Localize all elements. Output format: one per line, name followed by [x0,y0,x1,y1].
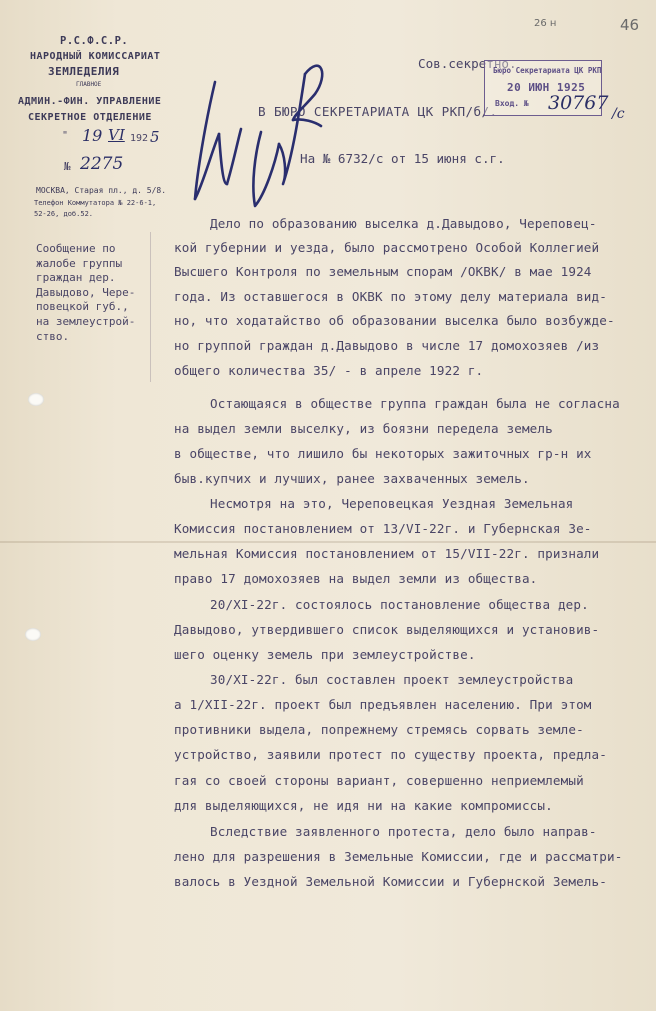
stamp-office: Бюро Секретариата ЦК РКП [493,66,602,75]
summary-line: Давыдово, Чере- [36,285,136,299]
body-line: устройство, заявили протест по существу проекта, предла- [174,747,607,762]
paper-fold [0,541,656,543]
body-line: Остающаяся в обществе группа граждан была не согласна [210,396,620,411]
summary-line: жалобе группы [36,256,123,270]
punch-hole [28,393,44,406]
reference-number: На № 6732/с от 15 июня с.г. [300,151,505,166]
letterhead-main: ГЛАВНОЕ [76,81,102,88]
body-line: шего оценку земель при землеустройстве. [174,647,476,662]
page-number: 46 [620,16,640,34]
letterhead-section: СЕКРЕТНОЕ ОТДЕЛЕНИЕ [28,112,152,123]
letterhead-phone-ext: 52-26, доб.52. [34,210,94,218]
body-line: но группой граждан д.Давыдово в числе 17 домохозяев /из [174,338,600,353]
body-line: а 1/XII-22г. проект был предъявлен населению. При этом [174,697,592,712]
letterhead-country: Р.С.Ф.С.Р. [60,35,129,47]
date-day: 19 [82,126,103,145]
body-line: Высшего Контроля по земельным спорам /ОКВК/ в мае 1924 [174,264,592,279]
outgoing-number-label: № [64,160,71,173]
date-year-hand: 5 [150,128,160,146]
letterhead-department: АДМИН.-ФИН. УПРАВЛЕНИЕ [18,96,162,107]
outgoing-number: 2275 [80,154,124,174]
body-line: Давыдово, утвердившего список выделяющихся и установив- [174,622,600,637]
margin-line [150,232,151,382]
body-line: но, что ходатайство об образовании выселка было возбужде- [174,313,615,328]
body-line: на выдел земли выселку, из боязни передела земель [174,421,553,436]
body-line: валось в Уездной Земельной Комиссии и Губернской Земель- [174,874,607,889]
body-line: гая со своей стороны вариант, совершенно неприемлемый [174,773,584,788]
summary-line: повецкой губ., [36,300,129,314]
body-line: лено для разрешения в Земельные Комиссии, где и рассматри- [174,849,623,864]
body-line: общего количества 35/ - в апреле 1922 г. [174,363,484,378]
stamp-in-number: 30767 [548,92,609,114]
letterhead-agriculture: ЗЕМЛЕДЕЛИЯ [48,65,120,78]
summary-line: Сообщение по [36,242,116,255]
date-quote: " [62,130,69,141]
date-month: VI [108,126,125,144]
body-line: в обществе, что лишило бы некоторых зажиточных гр-н их [174,446,592,461]
addressee: В БЮРО СЕКРЕТАРИАТА ЦК РКП/б/. [258,104,498,119]
summary-line: ство. [36,329,70,343]
body-line: противники выдела, попрежнему стремясь сорвать земле- [174,722,584,737]
body-line: кой губернии и уезда, было рассмотрено Особой Коллегией [174,240,600,255]
stamp-in-label: Вход. № [495,99,529,108]
letterhead-phone: Телефон Коммутатора № 22-6-1, [34,199,157,207]
classification: Сов.секретно. [418,56,517,71]
body-line: Комиссия постановлением от 13/VI-22г. и Губернская Зе- [174,521,592,536]
body-line: 30/XI-22г. был составлен проект землеустройства [210,672,574,687]
pencil-mark: 26 н [534,18,557,29]
punch-hole [25,628,41,641]
subject-summary [36,242,135,344]
date-year-printed: 192 [130,133,149,144]
body-line: Вследствие заявленного протеста, дело было направ- [210,824,597,839]
body-line: Несмотря на это, Череповецкая Уездная Земельная [210,496,574,511]
body-line: право 17 домохозяев на выдел земли из общества. [174,571,538,586]
stamp-in-suffix: /с [612,106,625,122]
body-line: Дело по образованию выселка д.Давыдово, Череповец- [210,216,597,231]
letterhead-commissariat: НАРОДНЫЙ КОМИССАРИАТ [30,51,161,62]
body-line: для выделяющихся, не идя ни на какие компромиссы. [174,798,553,813]
body-line: мельная Комиссия постановлением от 15/VII-22г. признали [174,546,600,561]
stamp-date: 20 ИЮН 1925 [507,81,586,94]
handwritten-resolution-signature [175,34,335,224]
summary-line: на землеустрой- [36,314,136,328]
body-line: быв.купчих и лучших, ранее захваченных земель. [174,471,530,486]
summary-line: граждан дер. [36,271,116,285]
body-line: 20/XI-22г. состоялось постановление общества дер. [210,597,589,612]
body-line: года. Из оставшегося в ОКВК по этому делу материала вид- [174,289,607,304]
letterhead-address: МОСКВА, Старая пл., д. 5/8. [36,186,167,195]
